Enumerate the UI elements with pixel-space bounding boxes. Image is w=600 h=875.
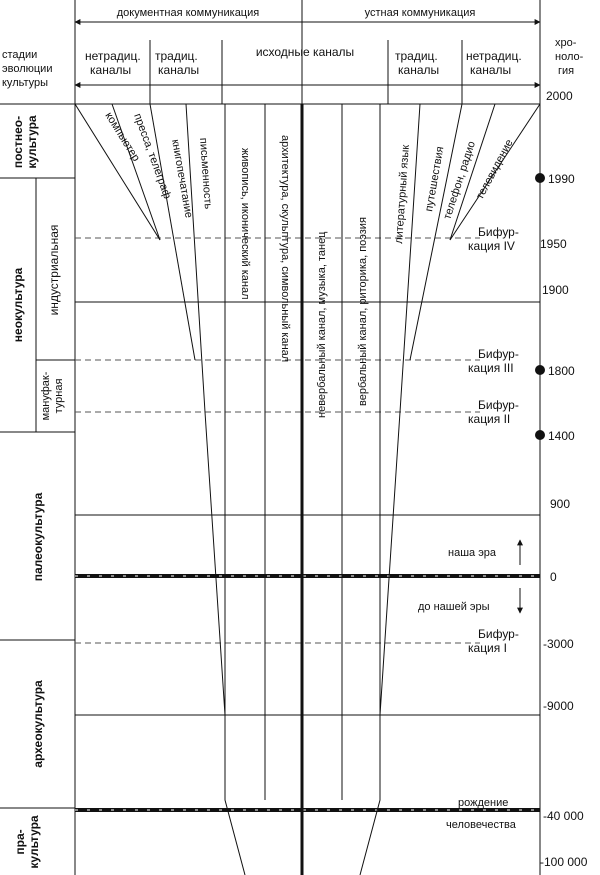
marker-1990 bbox=[535, 173, 545, 183]
chronology-title-1: хро- bbox=[555, 37, 577, 49]
trad-right-1: традиц. bbox=[395, 49, 438, 63]
channel-printing: книгопечатание bbox=[169, 138, 195, 219]
year-2000: 2000 bbox=[546, 89, 573, 103]
year-1900: 1900 bbox=[542, 283, 569, 297]
stage-pra-2: культура bbox=[27, 815, 41, 869]
header-source: исходные каналы bbox=[255, 45, 355, 59]
trad-left-1: традиц. bbox=[155, 49, 198, 63]
stages-title-1: стадии bbox=[2, 49, 38, 61]
bifurcation-1-label-1: Бифур- bbox=[478, 627, 519, 641]
humanity-label-2: человечества bbox=[446, 819, 516, 831]
year-minus-100000: -100 000 bbox=[540, 855, 588, 869]
year-0: 0 bbox=[550, 570, 557, 584]
stage-pra-group bbox=[13, 815, 41, 868]
channel-nonverbal: невербальный канал, музыка, танец bbox=[316, 231, 328, 418]
trad-right-2: каналы bbox=[398, 63, 440, 77]
stage-pra-1: пра- bbox=[13, 829, 27, 855]
year-1400: 1400 bbox=[548, 429, 575, 443]
stage-postneo-2: культура bbox=[25, 115, 39, 169]
year-minus-40000: -40 000 bbox=[543, 809, 584, 823]
chronology-title-2: ноло- bbox=[555, 51, 584, 63]
chronology-title-3: гия bbox=[558, 65, 575, 77]
bifurcation-3-label-1: Бифур- bbox=[478, 347, 519, 361]
bifurcation-1-label-2: кация I bbox=[468, 641, 507, 655]
trad-left-2: каналы bbox=[158, 63, 200, 77]
marker-1800 bbox=[535, 365, 545, 375]
stages-title-2: эволюции bbox=[2, 63, 53, 75]
channel-computer: компьютер bbox=[102, 110, 143, 164]
channel-verbal: вербальный канал, риторика, поэзия bbox=[357, 217, 369, 406]
stage-industrial: индустриальная bbox=[47, 224, 61, 316]
stage-postneo-1: постнео- bbox=[11, 115, 25, 169]
bifurcation-4-label-1: Бифур- bbox=[478, 225, 519, 239]
channel-architecture: архитектура, скульптура, символьный канал bbox=[279, 135, 291, 363]
nontrad-right-1: нетрадиц. bbox=[466, 49, 522, 63]
stage-postneo-group bbox=[11, 115, 39, 168]
marker-1400 bbox=[535, 430, 545, 440]
stage-neo: неокультура bbox=[11, 267, 25, 343]
year-900: 900 bbox=[550, 497, 571, 511]
nontrad-left-1: нетрадиц. bbox=[85, 49, 141, 63]
year-1800: 1800 bbox=[548, 364, 575, 378]
channel-painting: живопись, иконический канал bbox=[239, 148, 251, 300]
stages-title-3: культуры bbox=[2, 77, 49, 89]
bifurcation-4-label-2: кация IV bbox=[468, 239, 515, 253]
stage-manufacture-1: мануфак- bbox=[40, 371, 52, 421]
year-1950: 1950 bbox=[540, 237, 567, 251]
channel-phone: телефон, радио bbox=[441, 139, 479, 221]
bifurcation-2-label-2: кация II bbox=[468, 412, 511, 426]
bifurcation-lines bbox=[75, 238, 480, 643]
stage-archeo: археокультура bbox=[31, 680, 45, 768]
bifurcation-2-label-1: Бифур- bbox=[478, 398, 519, 412]
channel-tv: телевидение bbox=[474, 137, 516, 202]
header-documentary: документная коммуникация bbox=[116, 7, 260, 19]
before-era-label: до нашей эры bbox=[418, 601, 490, 613]
channel-press: пресса, телеграф bbox=[131, 111, 174, 201]
year-1990: 1990 bbox=[548, 172, 575, 186]
humanity-label-1: рождение bbox=[458, 797, 509, 809]
channel-writing: письменность bbox=[197, 137, 214, 210]
bifurcation-3-label-2: кация III bbox=[468, 361, 514, 375]
channel-literary: литературный язык bbox=[393, 144, 412, 245]
stage-manufacture-2: турная bbox=[53, 378, 65, 414]
channel-travel: путешествия bbox=[423, 145, 447, 213]
stage-manufacture-group bbox=[40, 371, 65, 420]
nontrad-left-2: каналы bbox=[90, 63, 132, 77]
channel-lines bbox=[75, 104, 540, 875]
year-minus-9000: -9000 bbox=[543, 699, 574, 713]
stage-paleo: палеокультура bbox=[31, 492, 45, 582]
nontrad-right-2: каналы bbox=[470, 63, 512, 77]
header-oral: устная коммуникация bbox=[364, 7, 476, 19]
our-era-label: наша эра bbox=[448, 547, 497, 559]
year-minus-3000: -3000 bbox=[543, 637, 574, 651]
